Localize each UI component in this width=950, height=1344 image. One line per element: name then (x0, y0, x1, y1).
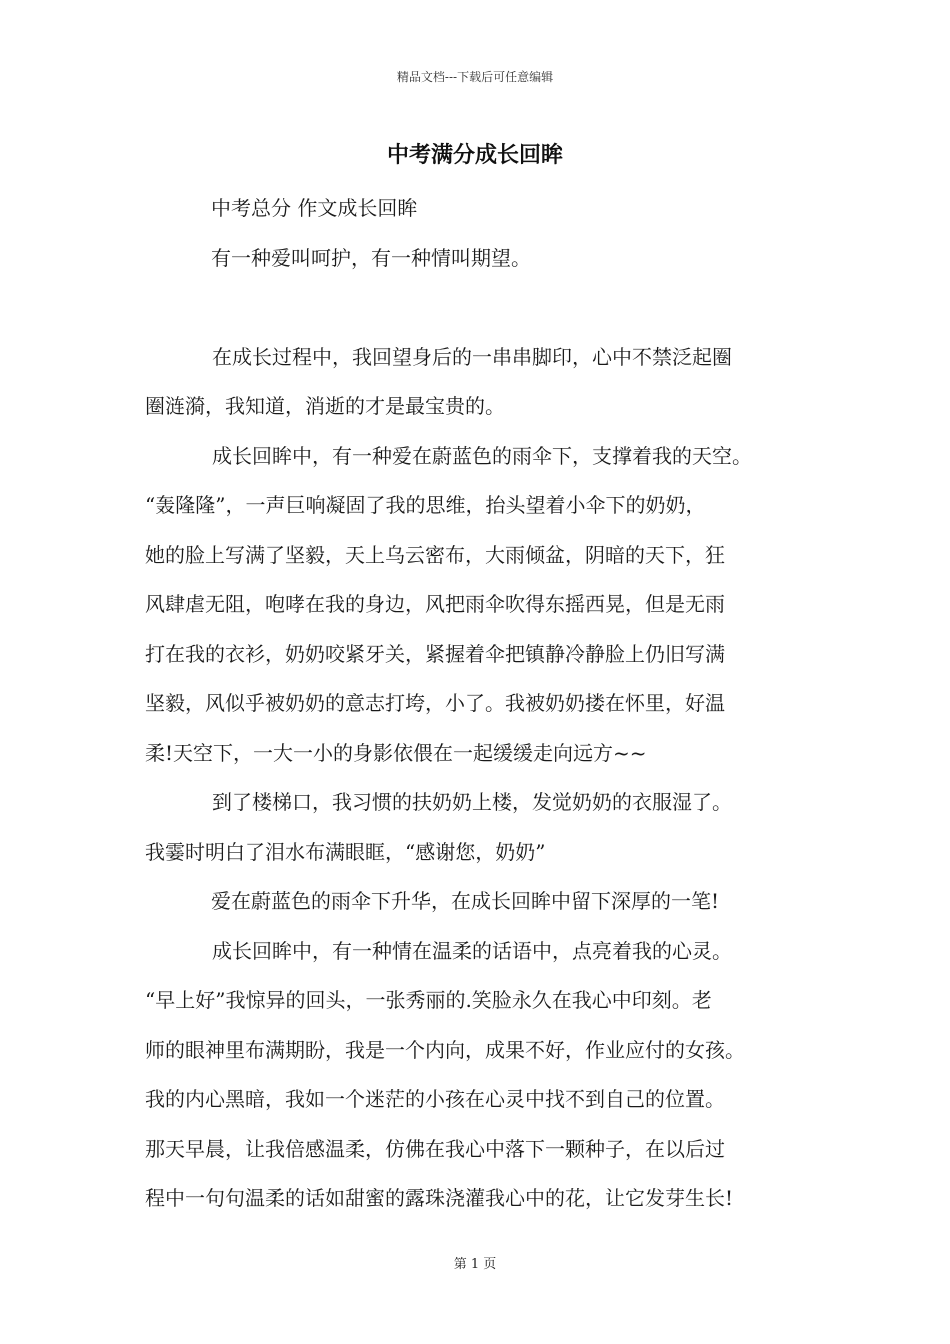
paragraph-line: “轰隆隆”，一声巨响凝固了我的思维，抬头望着小伞下的奶奶， (145, 493, 706, 517)
paragraph-line: 圈涟漪，我知道，消逝的才是最宝贵的。 (145, 394, 505, 418)
paragraph-line: “早上好”我惊异的回头，一张秀丽的.笑脸永久在我心中印刻。老 (145, 988, 712, 1012)
page-number: 第 1 页 (453, 1257, 497, 1272)
paragraph-line: 那天早晨，让我倍感温柔，仿佛在我心中落下一颗种子，在以后过 (145, 1136, 725, 1161)
paragraph-line: 柔!天空下，一大一小的身影依偎在一起缓缓走向远方~~ (145, 740, 647, 765)
paragraph-line: 有一种爱叫呵护，有一种情叫期望。 (211, 245, 531, 270)
document-title: 中考满分成长回眸 (386, 142, 563, 168)
paragraph-line: 风肆虐无阻，咆哮在我的身边，风把雨伞吹得东摇西晃，但是无雨 (145, 592, 725, 616)
paragraph-line: 成长回眸中，有一种爱在蔚蓝色的雨伞下，支撑着我的天空。 (212, 443, 752, 468)
paragraph-line: 我的内心黑暗，我如一个迷茫的小孩在心灵中找不到自己的位置。 (145, 1087, 725, 1111)
blank-line (145, 283, 815, 333)
paragraph-line: 程中一句句温柔的话如甜蜜的露珠浇灌我心中的花，让它发芽生长! (145, 1186, 734, 1210)
paragraph-line: 坚毅，风似乎被奶奶的意志打垮，小了。我被奶奶搂在怀里，好温 (145, 691, 725, 715)
subtitle-line: 中考总分 作文成长回眸 (211, 196, 418, 220)
paragraph-line: 成长回眸中，有一种情在温柔的话语中，点亮着我的心灵。 (212, 938, 732, 963)
paragraph-line: 到了楼梯口，我习惯的扶奶奶上楼，发觉奶奶的衣服湿了。 (212, 790, 732, 814)
paragraph-line: 打在我的衣衫，奶奶咬紧牙关，紧握着伞把镇静冷静脸上仍旧写满 (145, 641, 725, 666)
document-body (145, 184, 815, 1224)
paragraph-line: 我霎时明白了泪水布满眼眶，“感谢您，奶奶” (145, 839, 546, 864)
paragraph-line: 师的眼神里布满期盼，我是一个内向，成果不好，作业应付的女孩。 (145, 1037, 745, 1062)
paragraph-line: 她的脸上写满了坚毅，天上乌云密布，大雨倾盆，阴暗的天下，狂 (145, 542, 725, 567)
running-header: 精品文档---下载后可任意编辑 (396, 70, 554, 84)
paragraph-line: 在成长过程中，我回望身后的一串串脚印，心中不禁泛起圈 (212, 344, 732, 369)
paragraph-line: 爱在蔚蓝色的雨伞下升华，在成长回眸中留下深厚的一笔! (211, 889, 720, 913)
